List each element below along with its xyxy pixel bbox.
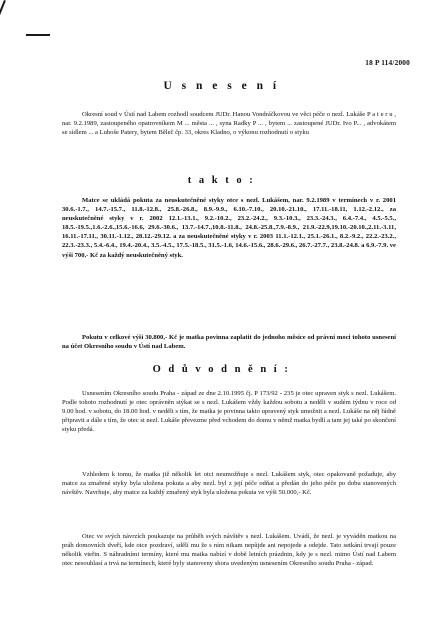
reasoning-section-2 <box>62 470 396 497</box>
intro-paragraph <box>62 110 396 137</box>
document-title: U s n e s e n í <box>163 80 280 92</box>
verdict-paragraph-1: Matce se ukládá pokuta za neuskutečněné styky otce s nezl. Lukášem, nar. 9.2.1989 v termínech v r. 2001 30.6.-1.7., 14.7.-15.7., 11.8.-12.8., 25.8.-26.8., 8.9.-9.9., 6.10.-7.10., 20.10.-21.10., 17.11.-18.11, 1.12.-2.12., za neuskutečněné styky v r. 2002 12.1.-13.1., 9.2.-10.2., 23.2.-24.2., 9.3.-10.3., 23.3.-24.3., 6.4.-7.4., 4.5.-5.5., 18.5.-19.5.,1.6.-2.6.,15.6.-16.6, 29.6.-30.6., 13.7.-14.7.,10.8.-11.8., 24.8.-25.8.,7.9.-8.9., 21.9.-22.9,19.10.-20.10.,2.11.-3.11, 16.11.-17.11., 30.11.-1.12., 28.12.-29.12. a za neuskutečněné styky v r. 2003 11.1.-12.1., 25.1.-26.1., 8.2.-9.2., 22.2.-23.2., 22.3.-23.3., 5.4.-6.4., 19.4.-20.4., 3.5.-4.5., 17.5.-18.5., 31.5.-1.6, 14.6.-15.6., 28.6.-29.6., 26.7.-27.7., 23.8.-24.8. a 6.9.-7.9. ve výši 700,- Kč za každý neuskutečněný styk. <box>62 197 396 259</box>
reasoning-section <box>62 389 396 434</box>
payment-section <box>62 333 396 351</box>
reasoning-paragraph-3: Otec ve svých návrzích poukazuje na průběh svých návštěv s nezl. Lukášem. Uvádí, že nezl. je vyváděn matkou na práh domovních dveří, kde otce pozdraví, sdělí mu že s ním nikam nepůjde ani nepojede a odejde. Tato setkání trvají pouze několik vteřin. S náhradními termíny, které mu matka nabízí v době letních prázdnin, kdy je s nezl. mimo Ústí nad Labem otec nesouhlasí a trvá na termínech, které byly stanoveny shora uvedeným usnesením Okresního soudu Praha - západ. <box>62 533 396 568</box>
verdict-paragraph-2: Pokutu v celkové výši 30.800,- Kč je matka povinna zaplatit do jednoho měsíce od právní moci tohoto usnesení na účet Okresního soudu v Ústí nad Labem. <box>62 334 396 351</box>
reasoning-paragraph-2: Vzhledem k tomu, že matka již několik let otci neumožňuje s nezl. Lukášem styk, otec opakovaně požaduje, aby matce za zmařené styky byla uložena pokuta a aby nezl. byl z její péče odňat a předán do jeho péče po dobu stanovených návštěv. Navrhuje, aby matce za každý zmařený styk byla uložena pokuta ve výši 50.000,- Kč. <box>62 471 396 497</box>
reasoning-paragraph-1: Usnesením Okresního soudu Praha - západ ze dne 2.10.1995 čj. P 173/92 - 235 je otec upraven styk s nezl. Lukášem. Podle tohoto rozhodnutí je otec oprávněn stýkat se s nezl. Lukášem vždy každou sobotu a neděli v sudém týdnu v roce od 9.00 hod. v sobotu, do 18.00 hod. v neděli s tím, že matka je povinna takto upravený styk umožnit a nezl. Lukáše na něj řádně připravit a dále s tím, že otec si nezl. Lukáše převezme před vchodem do domu v němž matka bydlí a tam jej také po skončení styku předá. <box>62 390 396 434</box>
intro-text: Okresní soud v Ústí nad Labem rozhodl soudcem JUDr. Hanou Vondráčkovou ve věci péče o nezl. Lukáše P a t e r u , nar. 9.2.1989, zastoupeného opatrovníkem M ... města ... , syna Radky P ... , bytem ... zastoupené JUDr. Ivo P... , advokátem se sídlem ... a Luboše Patery, bytem Běleč čp. 33, okres Kladno, o výkonu rozhodnutí o styku <box>62 111 396 137</box>
pen-mark-slash <box>0 0 6 34</box>
reasoning-section-3 <box>62 532 396 568</box>
oduvodneni-heading: O d ů v o d n ě n í : <box>152 364 291 375</box>
pen-mark-dash <box>26 34 50 36</box>
case-reference: 18 P 114/2000 <box>365 58 410 67</box>
verdict-section <box>62 196 396 260</box>
takto-heading: t a k t o : <box>187 175 256 186</box>
